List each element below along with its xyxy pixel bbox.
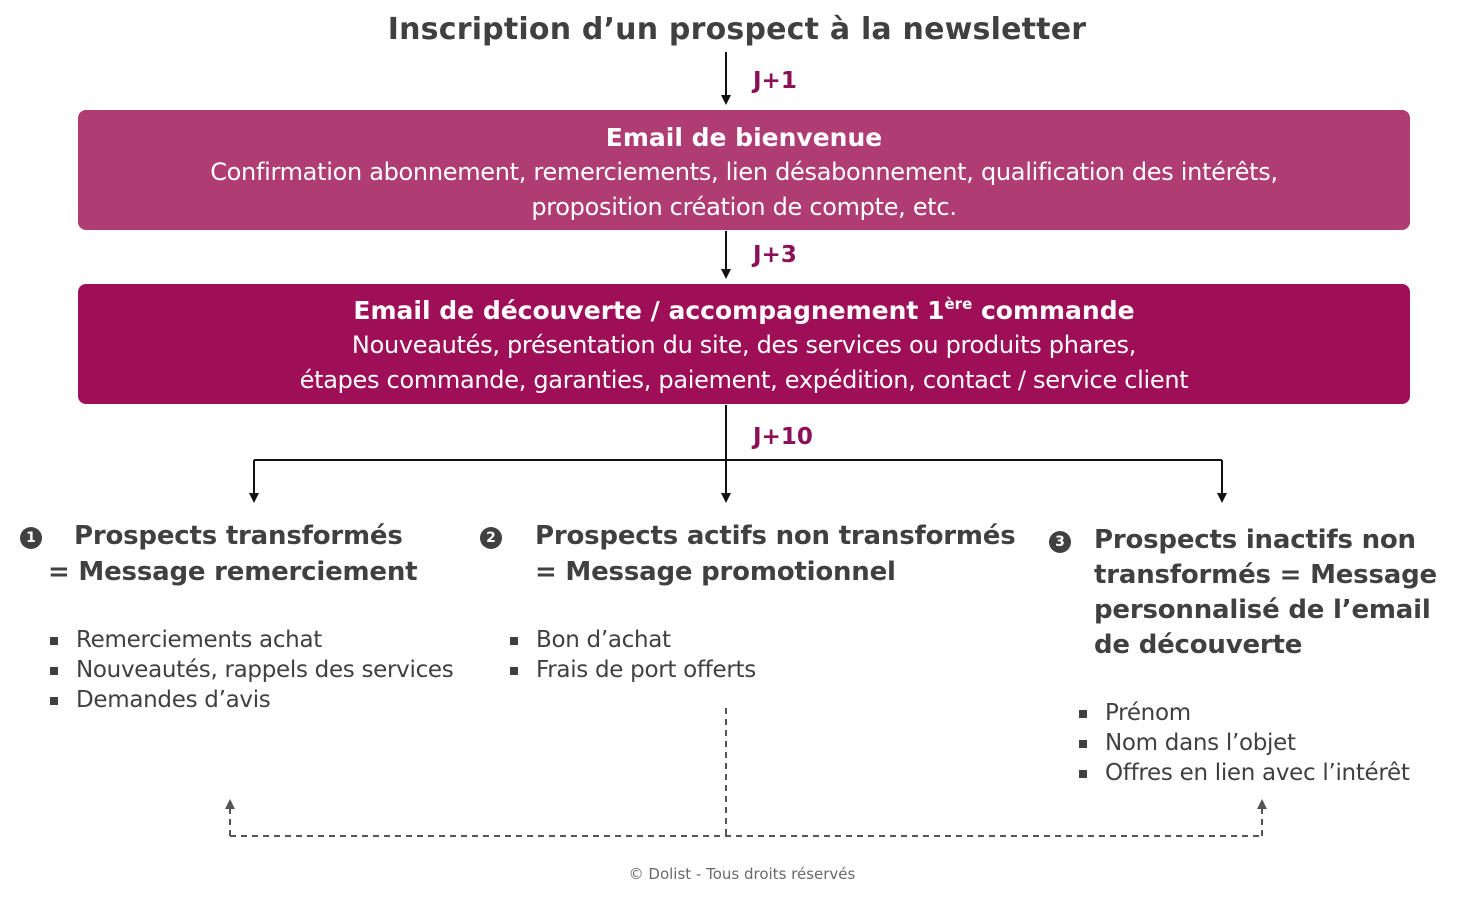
segment-2-number-badge: 2 <box>480 527 502 549</box>
segment-1-title-line-1: Prospects transformés <box>74 521 403 551</box>
segment-3-title-line-2: transformés = Message <box>1094 560 1437 590</box>
segment-2-bullets <box>510 625 756 685</box>
welcome-email-line-2: proposition création de compte, etc. <box>531 193 957 221</box>
segment-3-title-line-4: de découverte <box>1094 630 1303 660</box>
welcome-email-title: Email de bienvenue <box>605 123 883 152</box>
list-item: Frais de port offerts <box>510 655 756 685</box>
discovery-title-sup: ère <box>944 295 973 313</box>
list-item: Offres en lien avec l’intérêt <box>1079 758 1410 788</box>
list-item: Remerciements achat <box>50 625 453 655</box>
list-item: Nom dans l’objet <box>1079 728 1410 758</box>
discovery-title-main: Email de découverte / accompagnement 1 <box>353 296 945 325</box>
discovery-email-line-1: Nouveautés, présentation du site, des services ou produits phares, <box>351 331 1137 359</box>
segment-2-title-line-2: = Message promotionnel <box>535 557 896 587</box>
step-label-j3: J+3 <box>753 242 797 268</box>
segment-3-bullets <box>1079 698 1410 788</box>
segment-3-number-badge: 3 <box>1049 531 1071 553</box>
segment-3-title-line-3: personnalisé de l’email <box>1094 595 1431 625</box>
discovery-email-title <box>78 293 1410 328</box>
step-label-j10: J+10 <box>753 424 813 450</box>
discovery-title-end: commande <box>972 296 1135 325</box>
list-item: Nouveautés, rappels des services <box>50 655 453 685</box>
segment-3-title-line-1: Prospects inactifs non <box>1094 525 1416 555</box>
copyright-footer: © Dolist - Tous droits réservés <box>628 865 856 883</box>
discovery-email-box <box>78 284 1410 404</box>
segment-1-number-badge: 1 <box>20 527 42 549</box>
welcome-email-line-1: Confirmation abonnement, remerciements, lien désabonnement, qualification des intérêts, <box>210 158 1278 186</box>
list-item: Prénom <box>1079 698 1410 728</box>
welcome-email-box <box>78 110 1410 230</box>
step-label-j1: J+1 <box>753 68 797 94</box>
segment-1-title-line-2: = Message remerciement <box>48 557 418 587</box>
segment-2-title-line-1: Prospects actifs non transformés <box>535 521 1016 551</box>
list-item: Bon d’achat <box>510 625 756 655</box>
segment-1-bullets <box>50 625 453 715</box>
discovery-email-line-2: étapes commande, garanties, paiement, expédition, contact / service client <box>299 366 1189 394</box>
list-item: Demandes d’avis <box>50 685 453 715</box>
diagram-title: Inscription d’un prospect à la newsletter <box>387 12 1087 47</box>
